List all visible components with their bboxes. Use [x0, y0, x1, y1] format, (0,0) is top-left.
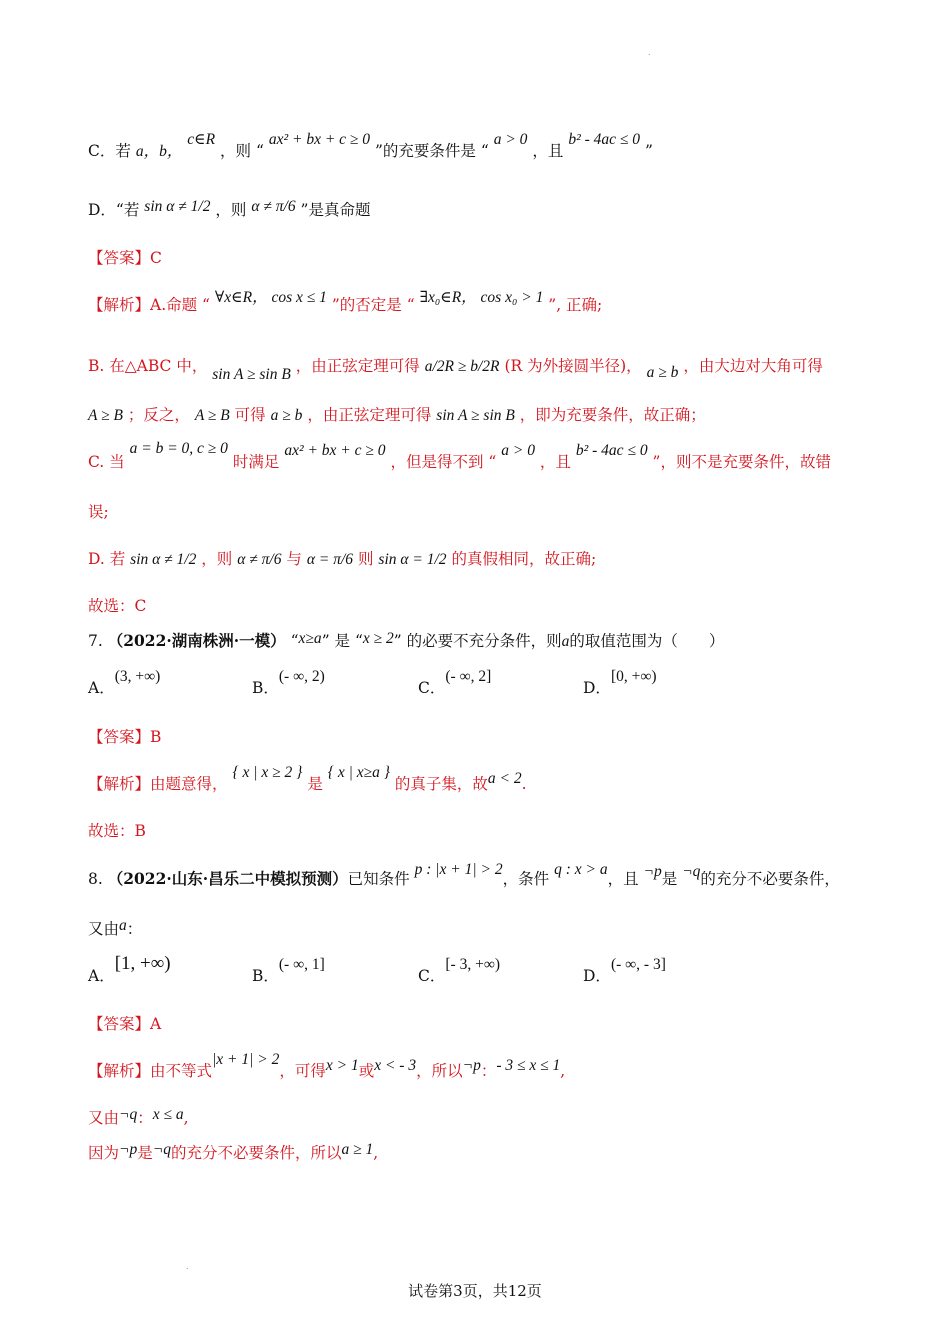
page-footer: 试卷第3页，共12页 — [408, 1282, 542, 1300]
q8-analysis-3: 因为¬p是¬q的充分不必要条件，所以a ≥ 1, — [88, 1141, 379, 1162]
q8-option-b: B．(- ∞, 1] — [252, 956, 325, 985]
q7-answer: 【答案】B — [88, 728, 162, 746]
q8-option-c: C．[- 3, +∞) — [418, 956, 501, 985]
q6-analysis-c: C. 当 a = b = 0, c ≥ 0 时满足 ax² + bx + c ≥ 0 ，但是得不到 “ a > 0 ，且 b² - 4ac ≤ 0 ”，则不是充要条件，故错 — [88, 440, 831, 471]
q8-analysis-2: 又由¬q：x ≤ a, — [88, 1106, 189, 1127]
q8-option-a: A．[1, +∞) — [88, 953, 171, 985]
q6-option-d: D．“若 sin α ≠ 1/2 ，则 α ≠ π/6 ”是真命题 — [88, 198, 371, 219]
q7-analysis: 【解析】由题意得， { x | x ≥ 2 } 是 { x | x≥a } 的真子集，故a < 2. — [88, 764, 527, 793]
q7-option-a: A．(3, +∞) — [88, 668, 161, 697]
q8-stem-cont: 又由a： — [88, 917, 143, 938]
q6-analysis-b2: A ≥ B ；反之， A ≥ B 可得 a ≥ b ，由正弦定理可得 sin A ≥ sin B ，即为充要条件，故正确； — [88, 406, 706, 424]
q8-stem: 8. （2022·山东·昌乐二中模拟预测）已知条件 p : |x + 1| > 2，条件 q : x > a，且 ¬p是 ¬q的充分不必要条件， — [88, 861, 840, 888]
q8-option-d: D．(- ∞, - 3] — [583, 956, 666, 985]
q7-choose: 故选：B — [88, 822, 146, 840]
q6-analysis-c-cont: 误; — [88, 503, 109, 521]
q6-analysis-d: D. 若 sin α ≠ 1/2 ，则 α ≠ π/6 与 α = π/6 则 sin α = 1/2 的真假相同，故正确; — [88, 550, 597, 568]
q7-option-d: D．[0, +∞) — [583, 668, 657, 697]
q7-option-b: B．(- ∞, 2) — [252, 668, 325, 697]
q6-analysis-b: B. 在△ABC 中， sin A ≥ sin B ，由正弦定理可得 a/2R ≥ b/2R (R 为外接圆半径)， a ≥ b ，由大边对大角可得 — [88, 357, 823, 383]
q7-option-c: C．(- ∞, 2] — [418, 668, 492, 697]
q8-answer: 【答案】A — [88, 1015, 162, 1033]
top-dot: . — [648, 48, 651, 57]
q6-answer: 【答案】C — [88, 249, 162, 267]
bottom-dot: . — [186, 1262, 189, 1271]
q6-option-c: C．若 a，b， c∈R ，则 “ ax² + bx + c ≥ 0 ”的充要条件是 “ a > 0 ，且 b² - 4ac ≤ 0 ” — [88, 131, 653, 160]
q6-choose: 故选：C — [88, 597, 147, 615]
q6-analysis-a: 【解析】A.命题 “ ∀x∈R， cos x ≤ 1 ”的否定是 “ ∃x₀∈R， cos x₀ > 1 ”, 正确; — [88, 289, 603, 314]
q8-analysis: 【解析】由不等式|x + 1| > 2，可得x > 1或x < - 3，所以¬p：- 3 ≤ x ≤ 1, — [88, 1051, 566, 1080]
q7-stem: 7. （2022·湖南株洲·一模） “x≥a” 是 “x ≥ 2” 的必要不充分条件，则a的取值范围为（ ） — [88, 630, 725, 650]
